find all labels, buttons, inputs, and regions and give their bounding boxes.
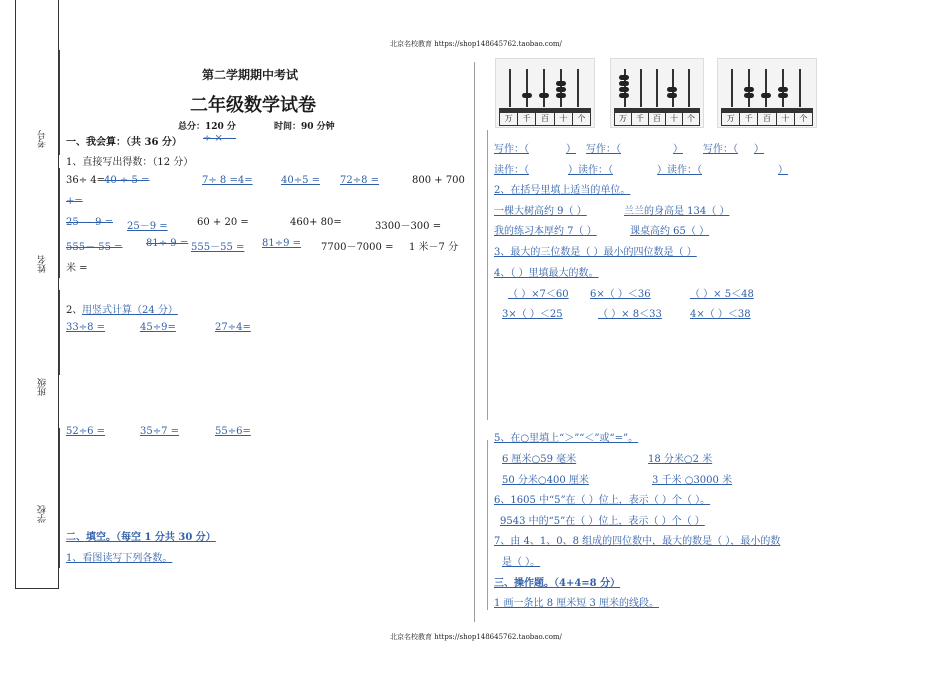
calc-item: 81÷9 = (262, 238, 302, 249)
calc-item: 81÷ 9 = (146, 238, 189, 249)
sidebar-label-class: 班级 (38, 378, 48, 396)
unit-item: 兰兰的身高是 134（ ） (624, 206, 730, 217)
column-divider (474, 62, 475, 622)
question-2-units: 2、在括号里填上适当的单位。 (494, 185, 631, 196)
write-as-3-close: ） (754, 144, 764, 155)
read-as-3-close: ） (778, 165, 788, 176)
read-as-1: 读作：（ (494, 165, 529, 176)
question-2-number: 2、 (66, 305, 83, 316)
abacus-label: 十 (555, 113, 573, 125)
vertical-calc-item: 27÷4= (215, 322, 251, 333)
abacus-label: 万 (722, 113, 740, 125)
inequality-item: （ ）× 8＜33 (598, 309, 662, 320)
unit-item: 我的练习本厚约 7（ ） (494, 226, 597, 237)
calc-item-tail: 米 = (66, 263, 88, 274)
abacus-image-2 (610, 58, 704, 128)
sidebar-label-school: 学校 (38, 505, 48, 523)
section-2-heading: 二、填空。（每空 1 分共 30 分） (66, 532, 216, 543)
section-3-heading: 三、操作题。（4+4=8 分） (494, 578, 621, 589)
margin-rule (487, 130, 488, 420)
sidebar-frame (15, 0, 59, 589)
unit-item: 一棵大树高约 9（ ） (494, 206, 587, 217)
question-2-title: 用竖式计算（24 分） (82, 305, 178, 316)
calc-item: 555－ 55 = (66, 242, 123, 253)
abacus-label: 千 (740, 113, 758, 125)
calc-item-tail: += (66, 196, 83, 207)
question-7-cont: 是（ ）。 (502, 557, 541, 568)
sidebar-line (59, 50, 60, 155)
write-as-2-close: ） (673, 144, 683, 155)
sidebar-line (59, 290, 60, 375)
header-url: 北京名校教育 https://shop148645762.taobao.com/ (390, 40, 562, 48)
question-1-title: 1、直接写出得数：（12 分） (66, 157, 194, 168)
sidebar-label-name: 姓名 (38, 255, 48, 273)
inequality-item: 3×（ ）＜25 (502, 309, 563, 320)
abacus-label: 万 (615, 113, 632, 125)
inequality-item: （ ）×7＜60 (508, 289, 569, 300)
compare-item: 50 分米○400 厘米 (502, 475, 589, 486)
abacus-label: 十 (666, 113, 683, 125)
vertical-calc-item: 52÷6 = (66, 426, 106, 437)
inequality-item: 4×（ ）＜38 (690, 309, 751, 320)
abacus-label: 万 (500, 113, 518, 125)
calc-item: 1 米－7 分 (409, 242, 459, 253)
calc-item: 25－9 = (127, 221, 168, 232)
calc-item: 40÷5 = (281, 175, 321, 186)
abacus-label: 个 (687, 114, 695, 123)
vertical-calc-item: 35÷7 = (140, 426, 180, 437)
abacus-label: 千 (632, 113, 649, 125)
exam-subtitle: 二年级数学试卷 (190, 95, 316, 116)
write-as-2: 写作：（ (586, 144, 621, 155)
calc-item: 36÷ 4= (66, 175, 106, 186)
compare-item: 3 千米 ○3000 米 (652, 475, 733, 486)
abacus-label: 个 (799, 114, 808, 123)
calc-item: 460+ 80= (290, 217, 342, 228)
abacus-label: 百 (536, 113, 554, 125)
calc-item: 7÷ 8 =4= (202, 175, 253, 186)
abacus-label: 百 (649, 113, 666, 125)
abacus-image-3 (717, 58, 817, 128)
margin-rule (487, 440, 488, 610)
calc-item: 800 + 700 (412, 175, 465, 186)
abacus-label: 千 (518, 113, 536, 125)
section-1-heading: 一、我会算：（共 36 分） (66, 137, 182, 148)
calc-item: 60 + 20 = (197, 217, 249, 228)
section-3-question-1: 1 画一条比 8 厘米短 3 厘米的线段。 (494, 598, 659, 609)
question-6: 6、1605 中“5”在（ ）位上，表示（ ）个（ ）。 (494, 495, 711, 506)
score-line: 总分：120 分 (178, 122, 236, 132)
question-5: 5、在○里填上“＞”“＜”或“=”。 (494, 433, 639, 444)
write-as-1: 写作：（ (494, 144, 529, 155)
compare-item: 6 厘米○59 毫米 (502, 454, 577, 465)
abacus-label: 个 (577, 114, 586, 123)
sidebar-line (59, 428, 60, 568)
read-as-3: ）读作：（ (657, 165, 702, 176)
abacus-label: 十 (777, 113, 795, 125)
abacus-image-1 (495, 58, 595, 128)
sidebar-label-exam-no: 考号 (38, 130, 48, 148)
question-6-part-2: 9543 中的“5”在（ ）位上，表示（ ）个（ ） (500, 516, 705, 527)
vertical-calc-item: 45÷9= (140, 322, 176, 333)
calc-item: 555－55 = (191, 242, 245, 253)
unit-item: 课桌高约 65（ ） (630, 226, 710, 237)
vertical-calc-item: 33÷8 = (66, 322, 106, 333)
inequality-item: 6×（ ）＜36 (590, 289, 651, 300)
question-4: 4、（ ）里填最大的数。 (494, 268, 599, 279)
write-as-1-close: ） (566, 144, 576, 155)
calc-item: 7700－7000 = (321, 242, 394, 253)
question-3: 3、最大的三位数是（ ）最小的四位数是（ ） (494, 247, 697, 258)
vertical-calc-item: 55÷6= (215, 426, 251, 437)
abacus-label: 百 (758, 113, 776, 125)
write-as-3: 写作：（ (703, 144, 738, 155)
calc-item: 25 — 9 = (66, 217, 114, 228)
calc-item: 40 ÷ 5 = (104, 175, 150, 186)
section-2-question-1: 1、看图读写下列各数。 (66, 553, 173, 564)
read-as-2: ）读作：（ (568, 165, 613, 176)
section-1-strike-mark: ÷ × — (203, 133, 237, 144)
footer-url: 北京名校教育 https://shop148645762.taobao.com/ (390, 633, 562, 641)
compare-item: 18 分米○2 米 (648, 454, 713, 465)
exam-title: 第二学期期中考试 (202, 68, 299, 82)
calc-item: 72÷8 = (340, 175, 380, 186)
inequality-item: （ ）× 5＜48 (690, 289, 754, 300)
sidebar-line (59, 168, 60, 278)
time-line: 时间：90 分钟 (274, 122, 335, 132)
calc-item: 3300－300 = (375, 221, 442, 232)
question-7: 7、由 4、1、0、8 组成的四位数中，最大的数是（ ），最小的数 (494, 536, 781, 547)
